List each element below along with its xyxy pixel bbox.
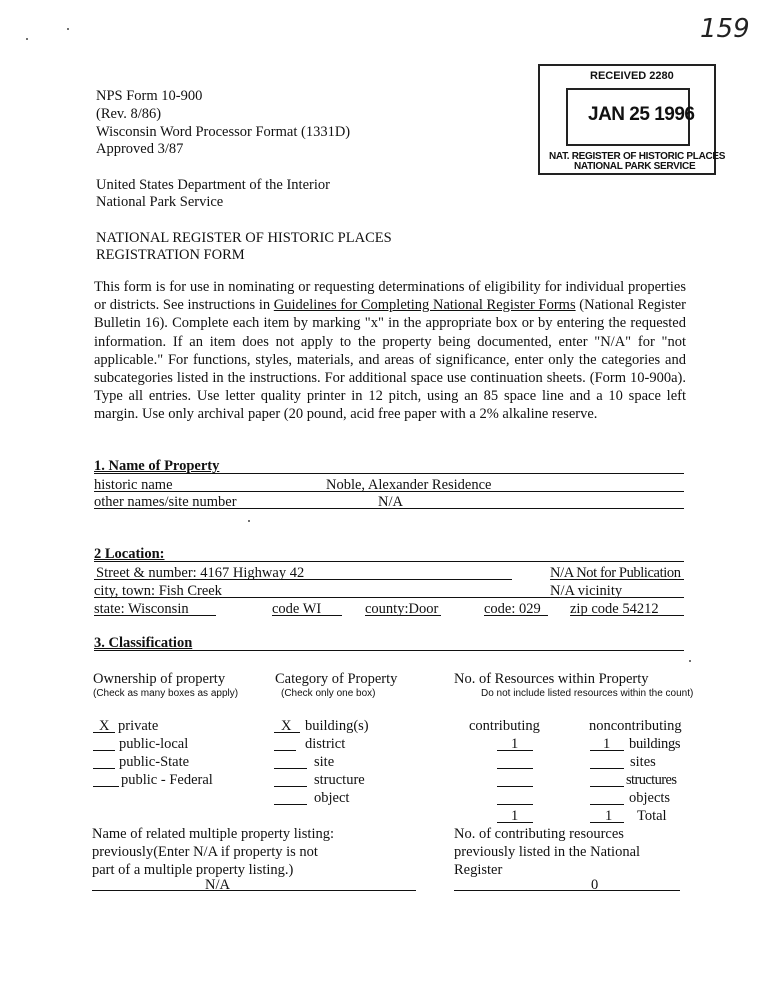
county-code: code: 029 (484, 601, 541, 617)
resources-note: Do not include listed resources within the count) (481, 688, 694, 699)
ownership-blank (93, 768, 115, 769)
ownership-option: public-State (119, 754, 190, 770)
noncontributing-blank (590, 804, 624, 805)
category-option: structure (314, 772, 365, 788)
noncontributing-header: noncontributing (589, 718, 682, 734)
ownership-note: (Check as many boxes as apply) (93, 688, 239, 699)
category-option: object (314, 790, 350, 806)
contributing-blank (497, 768, 533, 769)
guidelines-reference: Guidelines for Completing National Register Forms (273, 297, 576, 314)
resource-type: buildings (629, 736, 681, 752)
stamp-line2: NATIONAL PARK SERVICE (574, 161, 696, 172)
state-line-4 (484, 615, 548, 616)
previously-listed-line-1: No. of contributing resources (454, 826, 624, 842)
noncontributing-count: 1 (603, 736, 611, 752)
resource-type: objects (629, 790, 671, 806)
not-pub-line (550, 579, 684, 580)
state-line-5 (570, 615, 684, 616)
zip-code: zip code 54212 (570, 601, 659, 617)
category-option: site (314, 754, 335, 770)
ownership-option: public-local (119, 736, 189, 752)
resource-type: Total (637, 808, 667, 824)
state: state: Wisconsin (94, 601, 189, 617)
form-title-2: REGISTRATION FORM (96, 247, 245, 263)
section-3-rule (94, 650, 684, 651)
category-blank (274, 786, 307, 787)
instructions-text-1: This form is for use in nominating or requesting determinations of eligibility for individual properties or districts. See instructions in (94, 279, 686, 314)
instructions-paragraph (94, 278, 686, 424)
form-title-1: NATIONAL REGISTER OF HISTORIC PLACES (96, 230, 392, 246)
state-line-2 (272, 615, 342, 616)
ownership-option: public - Federal (121, 772, 213, 788)
section-2-heading: 2 Location: (94, 546, 165, 562)
noncontributing-blank (590, 768, 624, 769)
previously-listed-value: 0 (591, 877, 599, 893)
stamp-received: RECEIVED 2280 (590, 70, 674, 82)
contributing-blank (497, 786, 533, 787)
noncontributing-total: 1 (605, 808, 613, 824)
related-listing-line-1: Name of related multiple property listing: (92, 826, 335, 842)
department: United States Department of the Interior (96, 177, 330, 193)
state-line-3 (365, 615, 441, 616)
form-approved: Approved 3/87 (96, 141, 184, 157)
section-2-rule (94, 561, 684, 562)
category-mark: X (281, 718, 292, 734)
category-option: district (305, 736, 346, 752)
ownership-title: Ownership of property (93, 671, 226, 687)
ownership-blank (93, 786, 119, 787)
category-blank (274, 750, 296, 751)
category-option: building(s) (305, 718, 369, 734)
stamp-date: JAN 25 1996 (588, 104, 695, 125)
section-1-rule (94, 473, 684, 474)
form-number: NPS Form 10-900 (96, 88, 203, 104)
related-listing-value: N/A (205, 877, 230, 893)
not-for-publication: N/A Not for Publication (550, 565, 681, 581)
other-names-label: other names/site number (94, 494, 237, 510)
form-revision: (Rev. 8/86) (96, 106, 162, 122)
city-line (94, 597, 684, 598)
category-note: (Check only one box) (281, 688, 376, 699)
related-listing-line-2: previously(Enter N/A if property is not (92, 844, 318, 860)
stamp-line1: NAT. REGISTER OF HISTORIC PLACES (549, 151, 726, 162)
other-names-line (94, 508, 684, 509)
resource-type: structures (626, 772, 677, 788)
resource-type: sites (630, 754, 656, 770)
county: county:Door (365, 601, 439, 617)
ownership-option: private (118, 718, 159, 734)
related-listing-line-3: part of a multiple property listing.) (92, 862, 294, 878)
previously-listed-line-3: Register (454, 862, 503, 878)
resources-title: No. of Resources within Property (454, 671, 649, 687)
city-town: city, town: Fish Creek (94, 583, 222, 599)
historic-name-label: historic name (94, 477, 173, 493)
contributing-blank (497, 804, 533, 805)
category-blank (274, 768, 307, 769)
instructions-text-2: (National Register Bulletin 16). Complete each item by marking "x" in the appropriate box or by entering the requested information. If an item does not apply to the property being documented, enter "N/A" for "not applicable." For functions, styles, materials, and areas of significance, enter only the categories and subcategories listed in the instructions. For additional space use continuation sheets. (Form 10-900a). Type all entries. Use letter quality printer in 12 pitch, using an 85 space line and a 10 space left margin. Use only archival paper (20 pound, acid free paper with a 2% alkaline reserve. (94, 297, 687, 423)
historic-name-value: Noble, Alexander Residence (326, 477, 492, 493)
section-3-heading: 3. Classification (94, 635, 193, 651)
related-listing-line (92, 890, 416, 891)
street-number: Street & number: 4167 Highway 42 (96, 565, 305, 581)
previously-listed-line (454, 890, 680, 891)
ownership-blank (93, 750, 115, 751)
other-names-value: N/A (378, 494, 403, 510)
scan-speck (26, 38, 28, 40)
scan-speck (248, 520, 250, 522)
contributing-count: 1 (511, 736, 519, 752)
contributing-header: contributing (469, 718, 540, 734)
street-line (94, 579, 512, 580)
section-1-heading: 1. Name of Property (94, 458, 220, 474)
ownership-mark: X (99, 718, 110, 734)
form-format: Wisconsin Word Processor Format (1331D) (96, 124, 351, 140)
vicinity: N/A vicinity (550, 583, 623, 599)
handwritten-page-number: 159 (700, 14, 750, 44)
scan-speck (67, 28, 69, 30)
scan-speck (689, 660, 691, 662)
state-code: code WI (272, 601, 322, 617)
contributing-total: 1 (511, 808, 519, 824)
previously-listed-line-2: previously listed in the National (454, 844, 641, 860)
category-blank (274, 804, 307, 805)
category-title: Category of Property (275, 671, 398, 687)
historic-name-line (94, 491, 684, 492)
noncontributing-blank (590, 786, 624, 787)
state-line-1 (94, 615, 216, 616)
agency: National Park Service (96, 194, 224, 210)
